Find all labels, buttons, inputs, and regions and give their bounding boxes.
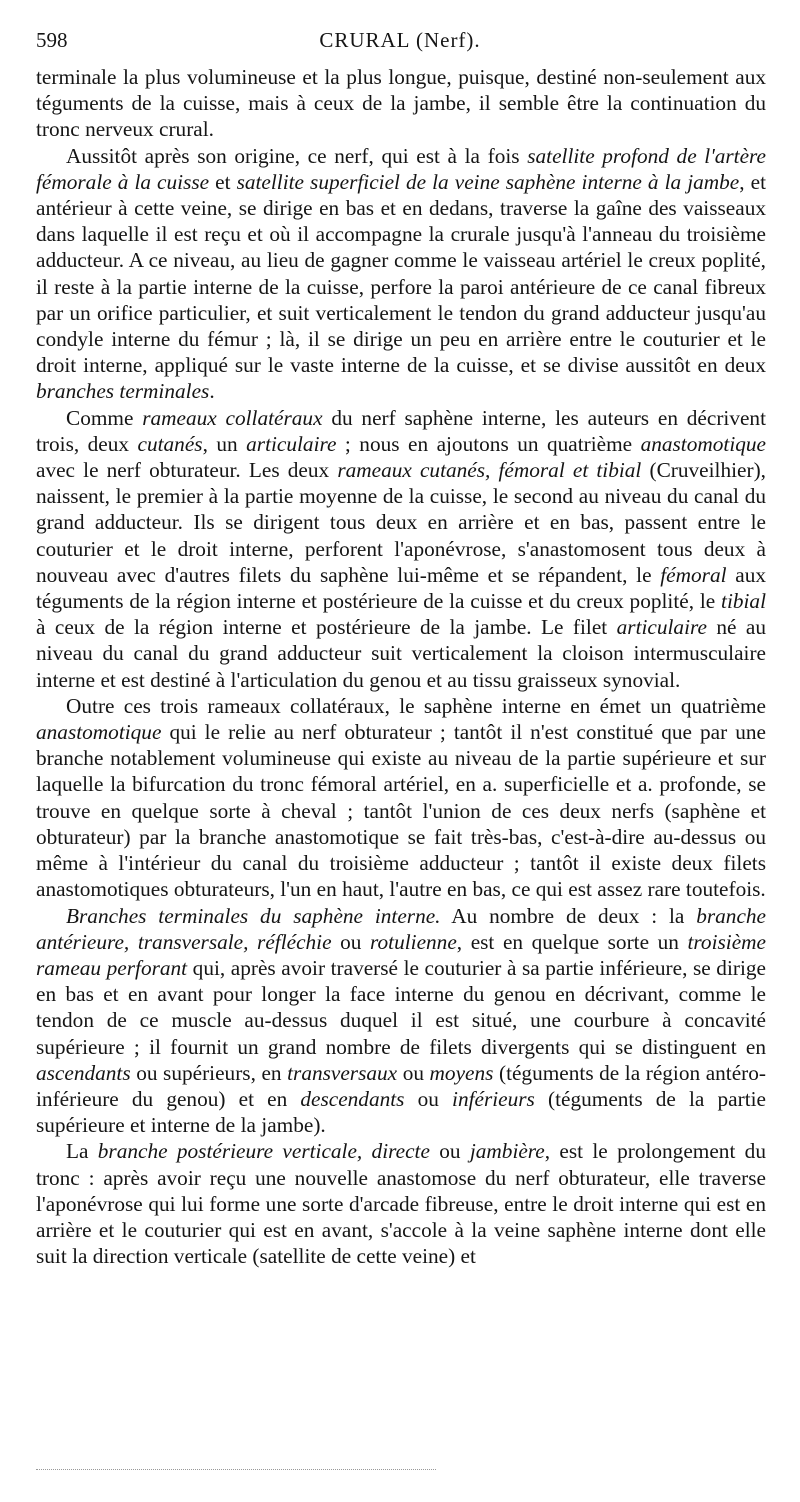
paragraph [36,903,766,1139]
text-run: (téguments de la région antéro-inférieure du genou) et en [36,1060,766,1111]
italic-term: rameaux collatéraux [142,405,323,430]
text-run: (Cruveilhier), naissent, le premier à la partie moyenne de la cuisse, le second au niveau du canal du grand adducteur. Ils se dirigent tous deux en arrière et en bas, passent entre le couturier et le droit interne, perforent l'aponévrose, s'anastomosent tous deux à nouveau avec d'autres filets du saphène lui-même et se répandent, le [36,458,766,587]
paragraph [36,1138,766,1269]
text-run: , un [202,431,247,456]
paragraph [36,405,766,693]
page-header [36,26,764,56]
italic-term: jambière [469,1139,545,1164]
text-run: avec le nerf obturateur. Les deux [36,458,338,483]
text-run: Outre ces trois rameaux collatéraux, le saphène interne en émet un quatrième [66,693,766,718]
text-run: Au nombre de deux : la [440,903,697,928]
italic-term: anastomotique [36,720,162,745]
paragraph [36,143,766,405]
italic-term: branche postérieure verticale, directe [97,1139,430,1164]
text-run: à ceux de la région interne et postérieure de la jambe. Le filet [36,615,617,640]
italic-term: cutanés [137,431,203,456]
text-run: ou [331,929,371,954]
text-run: La [66,1139,98,1164]
italic-term: ascendants [36,1060,131,1085]
italic-term: rotulienne [370,929,457,954]
text-run: aux téguments de la région interne et postérieure de la cuisse et du creux poplité, le [36,562,767,614]
italic-term: inférieurs [452,1086,535,1111]
text-run: ou [404,1086,453,1111]
page-number: 598 [36,28,68,52]
text-run: et [209,169,237,194]
text-run: Comme [66,405,143,430]
text-run: Aussitôt après son origine, ce nerf, qui est à la fois [66,143,528,168]
italic-term: fémoral [660,562,727,587]
italic-term: articulaire [246,431,337,456]
text-run: né au niveau du canal du grand adducteur suit verticalement la cloison intermusculaire interne et est destiné à l'articulation du genou et au tissu graisseux synovial. [36,615,766,692]
text-run: , est le prolongement du tronc : après avoir reçu une nouvelle anastomose du nerf obturateur, elle traverse l'aponévrose qui lui forme une sorte d'arcade fibreuse, entre le droit interne qui est en arrière et le couturier qui est en avant, s'accole à la veine saphène interne dont elle suit la direction verticale (satellite de cette veine) et [36,1139,766,1269]
italic-term: troisième rameau perforant [36,929,766,980]
text-run: (téguments de la partie supérieure et interne de la jambe). [36,1086,766,1138]
text-run: ou supérieurs, en [130,1060,288,1085]
text-run: ; nous en ajoutons un quatrième [336,431,641,456]
italic-term: transversaux [287,1060,398,1085]
italic-term: articulaire [616,615,707,640]
italic-term: moyens [429,1060,494,1085]
text-run: ou [429,1139,470,1164]
text-run: ou [397,1060,430,1085]
italic-term: rameaux cutanés, fémoral et tibial [337,458,642,483]
running-head: CRURAL (Nerf). [319,28,481,52]
text-run: qui le relie au nerf obturateur ; tantôt il n'est constitué que par une branche notablement volumineuse qui existe au niveau de la partie supérieure et sur laquelle la bifurcation du tronc fémoral artériel, en a. superficielle et a. profonde, se trouve en quelque sorte à cheval ; tantôt l'union de ces deux nerfs (saphène et obturateur) par la branche anastomotique se fait très-bas, c'est-à-dire au-dessus ou même à l'intérieur du canal du troisième adducteur ; tantôt il existe deux filets anastomotiques obturateurs, l'un en haut, l'autre en bas, ce qui est assez rare toutefois. [36,720,766,902]
footer-rule [36,1469,436,1470]
italic-term: descendants [300,1086,405,1111]
text-run: , et antérieur à cette veine, se dirige en bas et en dedans, traverse la gaîne des vaisseaux dans laquelle il est reçu et où il accompagne la crurale jusqu'à l'anneau du troisième adducteur. A ce niveau, au lieu de gagner comme le vaisseau artériel le creux poplité, il reste à la partie interne de la cuisse, perfore la paroi antérieure de ce canal fibreux par un orifice particulier, et suit verticalement le tendon du grand adducteur jusqu'au condyle interne du fémur ; là, il se dirige un peu en arrière entre le couturier et le droit interne, appliqué sur le vaste interne de la cuisse, et se divise aussitôt en deux [36,169,767,378]
body-text [36,64,766,1269]
italic-term: tibial [721,589,766,614]
paragraph [36,693,766,903]
italic-term: branche antérieure, transversale, réfléchie [36,903,767,954]
italic-term: branches terminales [36,379,210,404]
paragraph [36,64,766,143]
text-run: , est en quelque sorte un [456,929,688,954]
text-run: du nerf saphène interne, les auteurs en décrivent trois, deux [36,405,766,456]
text-run: . [209,379,215,404]
italic-term: anastomotique [640,431,766,456]
text-run: qui, après avoir traversé le couturier à sa partie inférieure, se dirige en bas et en avant pour longer la face interne du genou en décrivant, comme le tendon de ce muscle au-dessus duquel il est situé, une courbure à concavité supérieure ; il fournit un grand nombre de filets divergents qui se distinguent en [36,955,766,1059]
italic-term: satellite superficiel de la veine saphène interne à la jambe [236,169,740,194]
text-run: terminale la plus volumineuse et la plus longue, puisque, destiné non-seulement aux téguments de la cuisse, mais à ceux de la jambe, il semble être la continuation du tronc nerveux crural. [36,65,766,142]
italic-term: Branches terminales du saphène interne. [66,903,441,928]
italic-term: satellite profond de l'artère fémorale à la cuisse [36,143,767,194]
